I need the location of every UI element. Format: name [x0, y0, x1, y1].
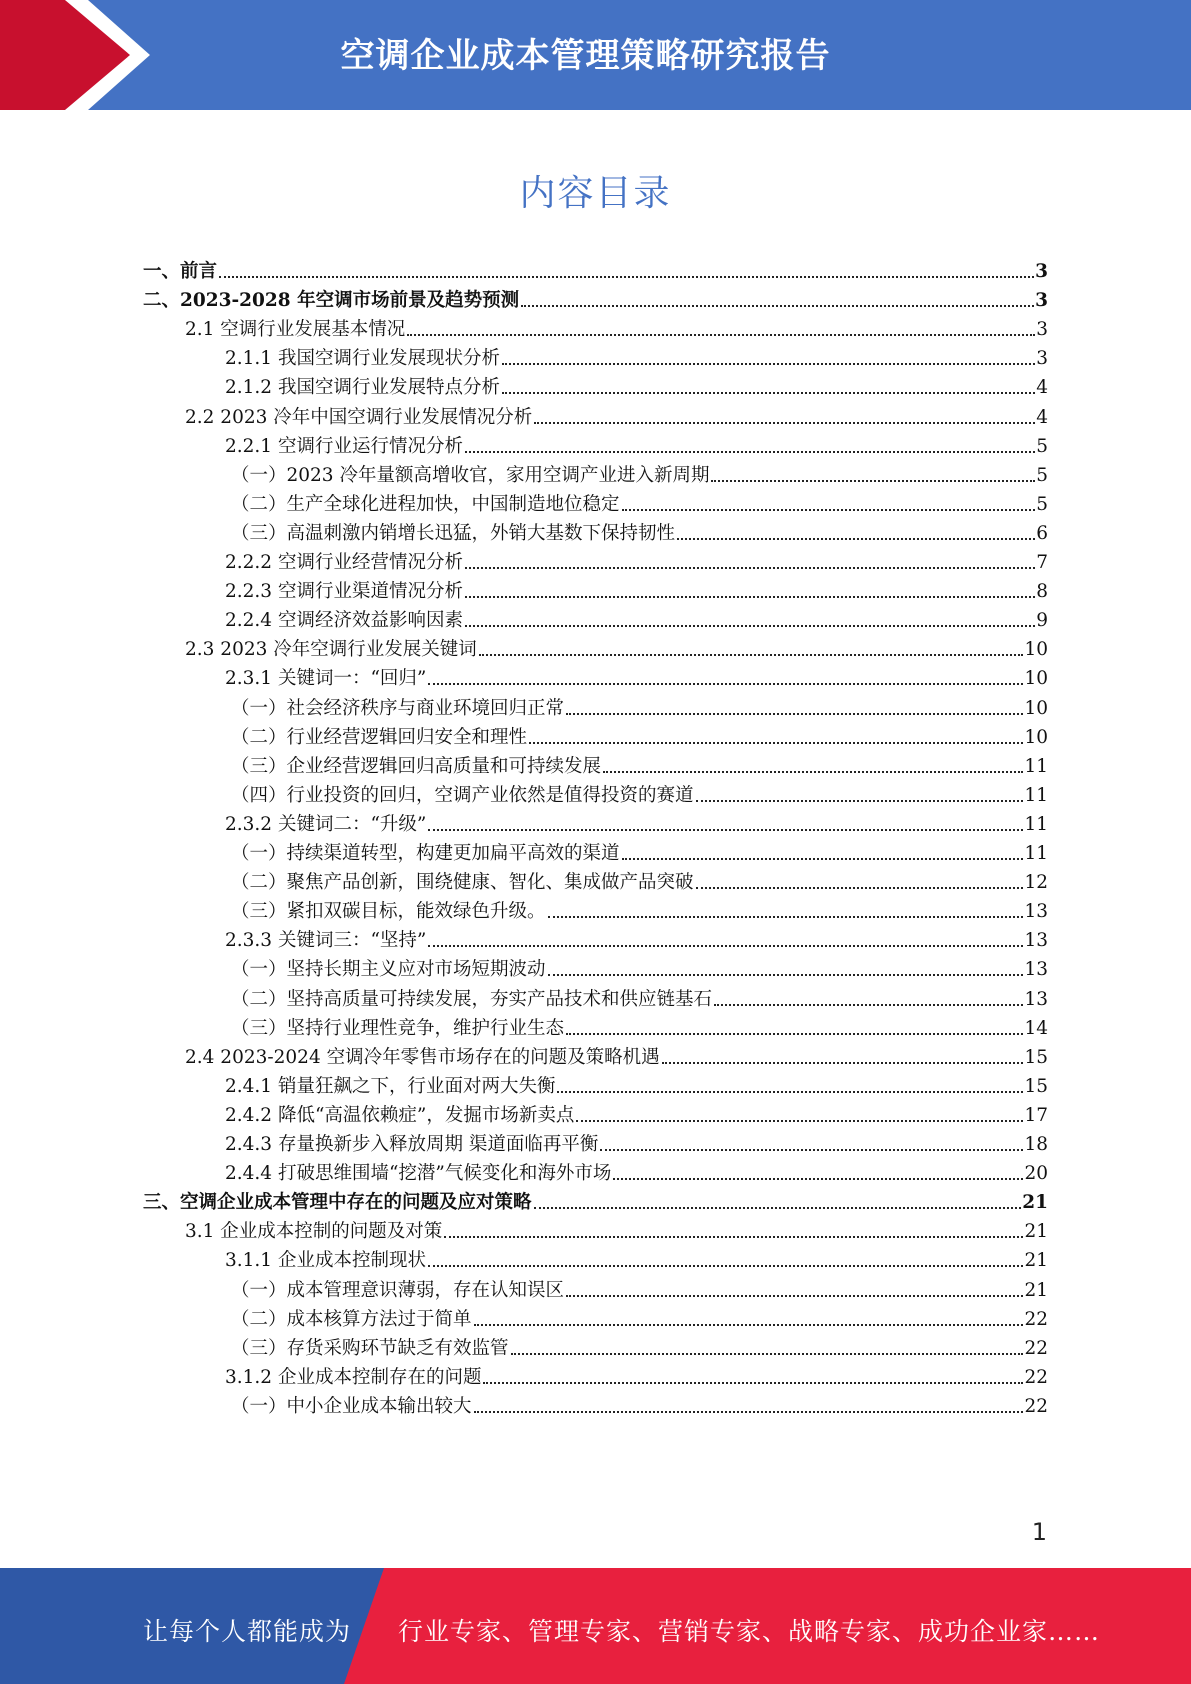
toc-dot-leader: [534, 1207, 1022, 1209]
toc-entry[interactable]: [225, 1359, 1048, 1389]
toc-entry[interactable]: [225, 922, 1048, 952]
footer-slogan-left: 让每个人都能成为: [143, 1617, 352, 1646]
toc-entry-label: 2.3.2 关键词二：“升级”: [225, 813, 427, 835]
toc-entry-page: 15: [1024, 1075, 1048, 1097]
toc-entry[interactable]: [231, 1330, 1048, 1360]
toc-entry-label: 二、2023-2028 年空调市场前景及趋势预测: [143, 290, 520, 312]
toc-entry-page: 11: [1024, 755, 1048, 777]
toc-entry[interactable]: [225, 1242, 1048, 1272]
toc-entry-page: 13: [1024, 988, 1048, 1010]
toc-entry-label: 2.4.4 打破思维围墙“挖潜”气候变化和海外市场: [225, 1163, 612, 1185]
toc-entry[interactable]: [231, 893, 1048, 923]
toc-entry-page: 21: [1024, 1250, 1048, 1272]
toc-entry-label: 3.1.1 企业成本控制现状: [225, 1250, 426, 1272]
toc-entry-page: 22: [1024, 1308, 1048, 1330]
toc-entry[interactable]: [231, 1272, 1048, 1302]
toc-entry-label: 2.1.2 我国空调行业发展特点分析: [225, 377, 500, 399]
toc-entry[interactable]: [225, 573, 1048, 603]
toc-entry-page: 13: [1024, 959, 1048, 981]
toc-dot-leader: [428, 829, 1023, 831]
toc-dot-leader: [548, 974, 1024, 976]
toc-entry-label: 2.2.4 空调经济效益影响因素: [225, 610, 463, 632]
toc-entry-label: 2.4 2023-2024 空调冷年零售市场存在的问题及策略机遇: [185, 1046, 660, 1068]
toc-dot-leader: [566, 1033, 1023, 1035]
toc-entry-page: 13: [1024, 901, 1048, 923]
toc-entry-page: 4: [1036, 406, 1048, 428]
toc-dot-leader: [622, 509, 1036, 511]
page-number: 1: [1031, 1518, 1047, 1546]
toc-dot-leader: [407, 334, 1035, 336]
toc-entry-label: （一）持续渠道转型，构建更加扁平高效的渠道: [231, 843, 620, 864]
toc-entry[interactable]: [225, 340, 1048, 370]
toc-heading: 内容目录: [519, 173, 672, 214]
toc-entry-label: （三）存货采购环节缺乏有效监管: [231, 1337, 509, 1359]
toc-entry-page: 5: [1036, 464, 1048, 486]
toc-entry[interactable]: [225, 1097, 1048, 1127]
toc-entry-label: （一）2023 冷年量额高增收官，家用空调产业进入新周期: [231, 464, 710, 486]
toc-entry[interactable]: [231, 777, 1048, 807]
toc-entry-label: （三）紧扣双碳目标，能效绿色升级。: [231, 901, 546, 923]
toc-entry-page: 10: [1024, 639, 1048, 661]
toc-entry[interactable]: [231, 835, 1048, 865]
header-banner: [0, 0, 1191, 110]
toc-entry-page: 17: [1024, 1104, 1048, 1126]
toc-entry[interactable]: [231, 515, 1048, 545]
toc-entry-label: （二）坚持高质量可持续发展，夯实产品技术和供应链基石: [231, 988, 713, 1010]
toc-entry-label: 2.4.3 存量换新步入释放周期 渠道面临再平衡: [225, 1134, 599, 1155]
toc-entry-page: 5: [1036, 493, 1048, 515]
toc-dot-leader: [444, 1236, 1023, 1238]
toc-entry-label: （二）聚焦产品创新，围绕健康、智化、集成做产品突破: [231, 872, 694, 894]
toc-entry-label: 2.2.1 空调行业运行情况分析: [225, 435, 463, 457]
toc-entry[interactable]: [143, 253, 1048, 283]
toc-entry-label: （三）高温刺激内销增长迅猛，外销大基数下保持韧性: [231, 522, 676, 544]
toc-entry-label: 2.4.2 降低“高温依赖症”，发掘市场新卖点: [225, 1104, 575, 1126]
toc-entry-label: （一）社会经济秩序与商业环境回归正常: [231, 697, 565, 719]
toc-entry-label: 2.2.3 空调行业渠道情况分析: [225, 581, 463, 603]
toc-entry[interactable]: [225, 602, 1048, 632]
document-title: 空调企业成本管理策略研究报告: [340, 36, 831, 76]
toc-entry[interactable]: [225, 1126, 1048, 1156]
toc-entry-page: 3: [1035, 261, 1048, 282]
toc-dot-leader: [483, 1382, 1023, 1384]
toc-dot-leader: [502, 363, 1035, 365]
toc-entry-page: 14: [1024, 1017, 1048, 1039]
toc-entry-label: （二）成本核算方法过于简单: [231, 1308, 472, 1330]
toc-entry-page: 9: [1036, 610, 1048, 632]
toc-entry[interactable]: [185, 399, 1048, 429]
toc-dot-leader: [428, 683, 1023, 685]
toc-dot-leader: [613, 1178, 1023, 1180]
toc-dot-leader: [479, 654, 1024, 656]
toc-entry-label: （四）行业投资的回归，空调产业依然是值得投资的赛道: [231, 784, 694, 806]
toc-dot-leader: [677, 538, 1035, 540]
toc-entry[interactable]: [231, 864, 1048, 894]
toc-entry[interactable]: [185, 1039, 1048, 1069]
toc-entry-page: 10: [1024, 697, 1048, 719]
toc-entry[interactable]: [231, 1301, 1048, 1331]
toc-entry[interactable]: [225, 369, 1048, 399]
toc-entry[interactable]: [185, 1213, 1048, 1243]
toc-entry-label: （三）企业经营逻辑回归高质量和可持续发展: [231, 755, 602, 777]
toc-dot-leader: [603, 771, 1023, 773]
toc-entry-page: 21: [1022, 1192, 1048, 1214]
toc-entry[interactable]: [231, 457, 1048, 487]
toc-entry-page: 21: [1024, 1221, 1048, 1243]
toc-entry-page: 22: [1024, 1366, 1048, 1388]
toc-dot-leader: [511, 1353, 1024, 1355]
toc-entry-label: 2.2 2023 冷年中国空调行业发展情况分析: [185, 406, 533, 428]
toc-entry[interactable]: [231, 748, 1048, 778]
toc-dot-leader: [465, 625, 1035, 627]
toc-entry[interactable]: [231, 1010, 1048, 1040]
footer-banner: [0, 1568, 1191, 1684]
toc-entry-label: 2.3 2023 冷年空调行业发展关键词: [185, 639, 477, 661]
toc-dot-leader: [474, 1324, 1024, 1326]
toc-dot-leader: [428, 1265, 1023, 1267]
toc-entry-page: 11: [1024, 784, 1048, 806]
toc-entry-page: 10: [1024, 726, 1048, 748]
toc-entry[interactable]: [225, 428, 1048, 458]
toc-entry-label: （三）坚持行业理性竞争，维护行业生态: [231, 1017, 565, 1039]
toc-entry-label: 2.1.1 我国空调行业发展现状分析: [225, 348, 500, 370]
toc-entry-label: 2.3.3 关键词三：“坚持”: [225, 930, 427, 952]
toc-dot-leader: [662, 1062, 1024, 1064]
toc-entry-page: 10: [1024, 668, 1048, 690]
toc-dot-leader: [521, 305, 1034, 307]
toc-entry[interactable]: [231, 1388, 1048, 1418]
toc-entry-label: （一）坚持长期主义应对市场短期波动: [231, 959, 546, 981]
toc-entry-page: 11: [1024, 813, 1048, 835]
toc-entry-label: 一、前言: [143, 261, 218, 282]
toc-entry-label: （二）行业经营逻辑回归安全和理性: [231, 726, 528, 748]
toc-dot-leader: [465, 451, 1035, 453]
toc-entry[interactable]: [143, 1184, 1048, 1214]
toc-entry-label: （二）生产全球化进程加快，中国制造地位稳定: [231, 493, 620, 515]
toc-dot-leader: [548, 916, 1024, 918]
toc-entry-label: 2.2.2 空调行业经营情况分析: [225, 552, 463, 573]
toc-dot-leader: [622, 858, 1024, 860]
footer-slogan-right: 行业专家、管理专家、营销专家、战略专家、成功企业家……: [398, 1617, 1101, 1646]
toc-entry-page: 3: [1036, 348, 1048, 370]
toc-entry-label: 3.1 企业成本控制的问题及对策: [185, 1221, 443, 1243]
toc-dot-leader: [428, 945, 1023, 947]
toc-dot-leader: [696, 800, 1024, 802]
toc-entry[interactable]: [185, 631, 1048, 661]
toc-entry-page: 3: [1035, 290, 1048, 312]
toc-dot-leader: [600, 1149, 1023, 1151]
toc-entry-label: 2.3.1 关键词一：“回归”: [225, 668, 427, 690]
toc-entry-page: 21: [1024, 1279, 1048, 1301]
toc-entry[interactable]: [231, 690, 1048, 720]
toc-entry-page: 3: [1036, 319, 1048, 341]
toc-entry-page: 11: [1024, 843, 1048, 864]
toc-entry-label: 三、空调企业成本管理中存在的问题及应对策略: [143, 1192, 532, 1214]
toc-entry[interactable]: [225, 544, 1048, 574]
toc-dot-leader: [474, 1411, 1024, 1413]
toc-dot-leader: [711, 480, 1035, 482]
toc-entry-page: 22: [1024, 1395, 1048, 1417]
toc-entry-label: （一）中小企业成本输出较大: [231, 1395, 472, 1417]
toc-entry[interactable]: [225, 806, 1048, 836]
toc-entry-label: 2.4.1 销量狂飙之下，行业面对两大失衡: [225, 1075, 556, 1097]
toc-entry-page: 8: [1036, 581, 1048, 603]
toc-dot-leader: [534, 422, 1035, 424]
toc-entry[interactable]: [143, 282, 1048, 312]
toc-dot-leader: [714, 1004, 1023, 1006]
toc-dot-leader: [696, 887, 1024, 889]
toc-dot-leader: [566, 1295, 1023, 1297]
toc-entry-page: 5: [1036, 435, 1048, 457]
toc-entry-page: 18: [1024, 1134, 1048, 1155]
toc-entry-label: 3.1.2 企业成本控制存在的问题: [225, 1366, 482, 1388]
toc-entry[interactable]: [231, 719, 1048, 749]
toc-entry-page: 13: [1024, 930, 1048, 952]
toc-entry-page: 20: [1024, 1163, 1048, 1185]
toc-entry[interactable]: [185, 311, 1048, 341]
toc-entry-page: 4: [1036, 377, 1048, 399]
toc-entry-label: 2.1 空调行业发展基本情况: [185, 319, 406, 341]
toc-entry[interactable]: [231, 486, 1048, 516]
toc-dot-leader: [566, 713, 1023, 715]
toc-entry-page: 22: [1024, 1337, 1048, 1359]
toc-entry-page: 15: [1024, 1046, 1048, 1068]
toc-entry[interactable]: [225, 660, 1048, 690]
toc-dot-leader: [465, 567, 1035, 569]
toc-dot-leader: [219, 276, 1034, 278]
toc-entry-page: 12: [1024, 872, 1048, 894]
toc-entry-page: 6: [1036, 522, 1048, 544]
toc-entry[interactable]: [231, 981, 1048, 1011]
toc-dot-leader: [502, 392, 1035, 394]
toc-dot-leader: [557, 1091, 1023, 1093]
toc-entry[interactable]: [231, 951, 1048, 981]
toc-entry[interactable]: [225, 1155, 1048, 1185]
toc-entry[interactable]: [225, 1068, 1048, 1098]
toc-entry-page: 7: [1036, 552, 1048, 573]
toc-dot-leader: [529, 742, 1023, 744]
toc-dot-leader: [576, 1120, 1023, 1122]
toc-entry-label: （一）成本管理意识薄弱，存在认知误区: [231, 1279, 565, 1301]
toc-dot-leader: [465, 596, 1035, 598]
